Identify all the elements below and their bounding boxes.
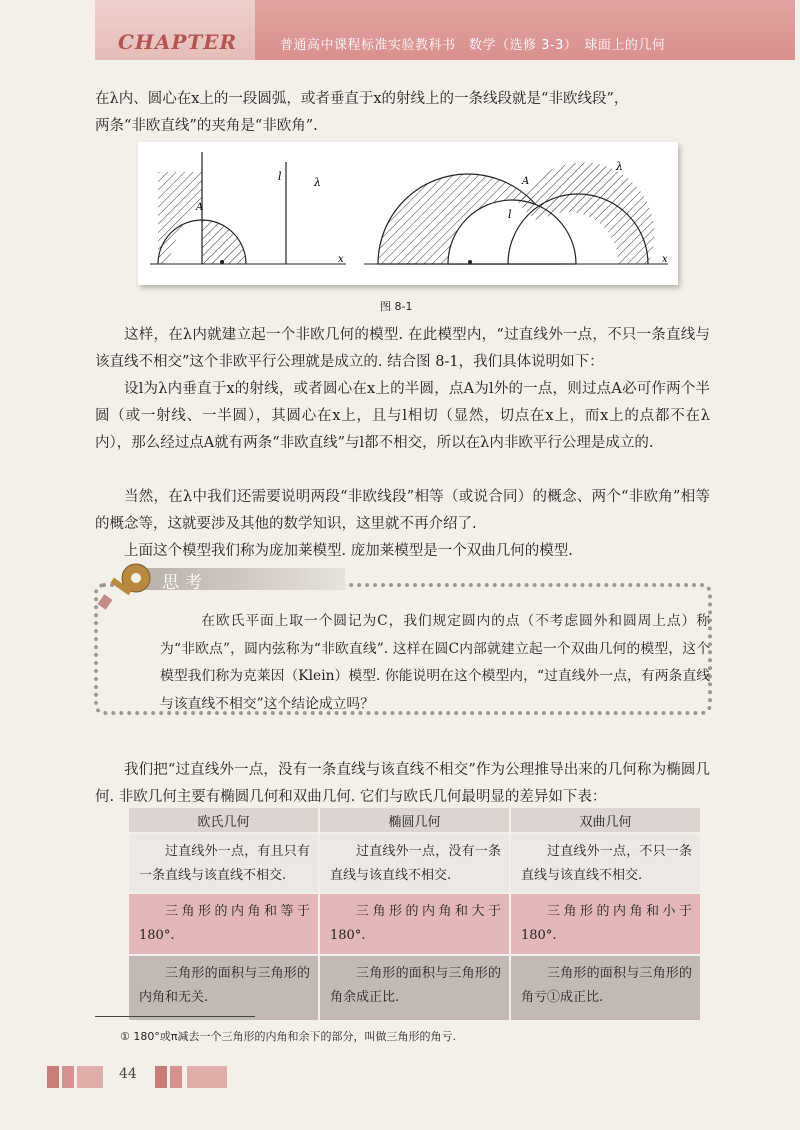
intro-paragraph — [95, 86, 710, 140]
table-row — [129, 834, 700, 892]
think-text: 在欧氏平面上取一个圆记为C，我们规定圆内的点（不考虑圆外和圆周上点）称为“非欧点”，圆内弦称为“非欧直线”. 这样在圆C内部就建立起一个双曲几何的模型，这个模型我们称为克莱因（Klein）模型. 你能说明在这个模型内，“过直线外一点，有两条直线与该直线不相交”这个结论成立吗？ — [160, 613, 710, 712]
figure-svg — [138, 142, 678, 285]
label-lambda-right: λ — [616, 160, 623, 173]
figure-8-1 — [138, 142, 678, 285]
table-header-hyperbolic: 双曲几何 — [511, 808, 700, 832]
body-paragraph-1: 这样，在λ内就建立起一个非欧几何的模型. 在此模型内，“过直线外一点，不只一条直线与该直线不相交”这个非欧平行公理就是成立的. 结合图 8-1，我们具体说明如下： — [95, 327, 710, 370]
label-A-right: A — [522, 176, 530, 187]
table-cell: 三角形的面积与三角形的角余成正比. — [320, 956, 509, 1020]
table-cell: 三角形的面积与三角形的内角和无关. — [129, 956, 318, 1020]
footnote: ① 180°或π减去一个三角形的内角和余下的部分，叫做三角形的角亏. — [120, 1030, 456, 1043]
body-paragraph-3: 当然，在λ中我们还需要说明两段“非欧线段”相等（或说合同）的概念、两个“非欧角”相等的概念等，这就要涉及其他的数学知识，这里就不再介绍了. — [95, 489, 710, 532]
series-title: 普通高中课程标准实验教科书 数学（选修 3-3） 球面上的几何 — [280, 38, 666, 53]
body-paragraph-4: 上面这个模型我们称为庞加莱模型. 庞加莱模型是一个双曲几何的模型. — [124, 543, 573, 559]
table-cell: 过直线外一点，没有一条直线与该直线不相交. — [320, 834, 509, 892]
table-cell: 三角形的内角和等于180°. — [129, 894, 318, 954]
label-x-left: x — [338, 254, 344, 265]
label-lambda-left: λ — [314, 176, 321, 189]
table-cell: 过直线外一点，有且只有一条直线与该直线不相交. — [129, 834, 318, 892]
body-paragraph-5: 我们把“过直线外一点，没有一条直线与该直线不相交”作为公理推导出来的几何称为椭圆几何. 非欧几何主要有椭圆几何和双曲几何. 它们与欧氏几何最明显的差异如下表： — [95, 762, 710, 805]
intro-line-1: 在λ内、圆心在x上的一段圆弧，或者垂直于x的射线上的一条线段就是“非欧线段”， — [95, 91, 629, 107]
table-cell: 过直线外一点，不只一条直线与该直线不相交. — [511, 834, 700, 892]
body-paragraph-2: 设l为λ内垂直于x的射线，或者圆心在x上的半圆，点A为l外的一点，则过点A必可作两个半圆（或一射线、一半圆），其圆心在x上，且与l相切（显然，切点在x上，而x上的点都不在λ内），那么经过点A就有两条“非欧直线”与l都不相交，所以在λ内非欧平行公理是成立的. — [95, 381, 710, 451]
table-header-elliptic: 椭圆几何 — [320, 808, 509, 832]
intro-line-2: 两条“非欧直线”的夹角是“非欧角”. — [95, 118, 318, 134]
figure-caption: 图 8-1 — [380, 300, 413, 313]
table-cell: 三角形的面积与三角形的角亏①成正比. — [511, 956, 700, 1020]
comparison-table — [127, 806, 702, 1022]
label-l-right: l — [508, 208, 512, 221]
table-header-euclidean: 欧氏几何 — [129, 808, 318, 832]
table-cell: 三角形的内角和小于180°. — [511, 894, 700, 954]
key-icon — [92, 560, 162, 620]
label-l-left: l — [278, 170, 282, 183]
table-row — [129, 894, 700, 954]
page-number: 44 — [119, 1066, 137, 1082]
table-cell: 三角形的内角和大于180°. — [320, 894, 509, 954]
table-header-row — [129, 808, 700, 832]
label-A-left: A — [196, 202, 204, 213]
chapter-label: CHAPTER — [118, 30, 238, 54]
footnote-rule — [95, 1016, 255, 1017]
label-x-right: x — [662, 254, 668, 265]
table-row — [129, 956, 700, 1020]
think-label: 思考 — [162, 573, 208, 593]
